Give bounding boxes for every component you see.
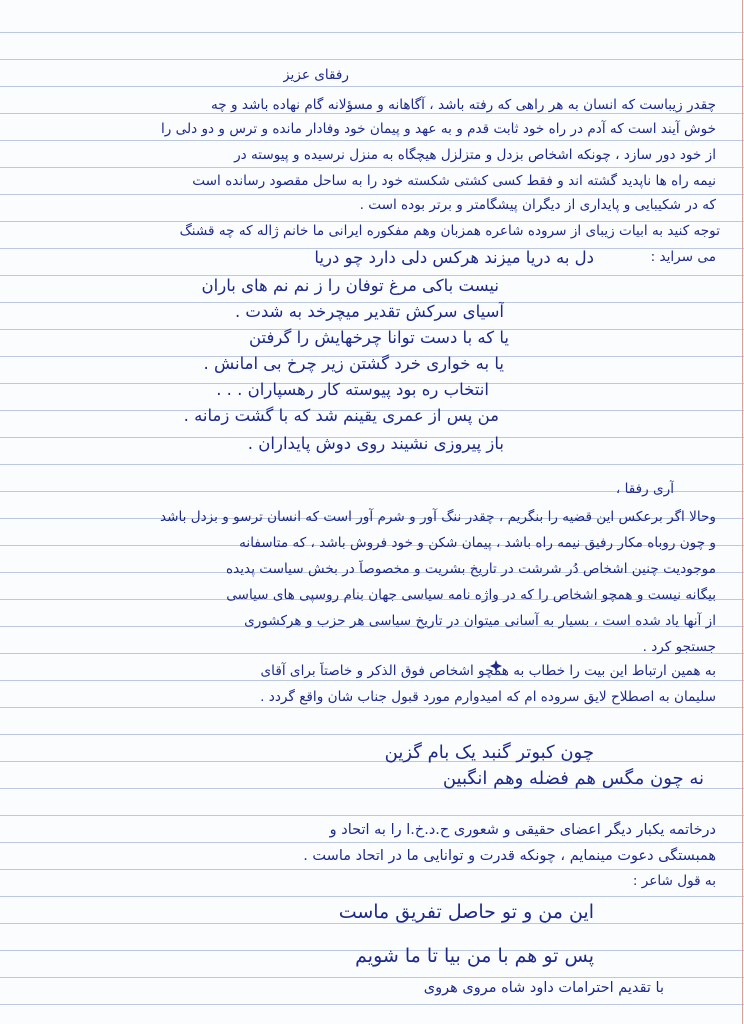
second-salutation: آری رفقا ، [615,481,674,497]
poem-intro-line-2: می سراید : [650,249,716,265]
poem-line-5: یا به خواری خرد گشتن زیر چرخ بی امانش . [203,354,504,373]
couplet-line-2: نه چون مگس هم فضله وهم انگبین [442,768,704,789]
poem-line-4: یا که با دست توانا چرخهایش را گرفتن [248,328,509,347]
body2-line-6: جستجو کرد . [642,639,716,655]
body2-line-3: موجودیت چنین اشخاص دُر شرشت در تاریخ بشریت و مخصوصاً در بخش سیاست پدیده [226,561,716,577]
intro-line-2: خوش آیند است که آدم در راه خود ثابت قدم و به عهد و پیمان خود وفادار مانده و ترس و دو دلی را [160,121,716,137]
closing-line-3: به قول شاعر : [632,873,716,889]
body2-line-2: و چون روباه مکار رفیق نیمه راه باشد ، پیمان شکن و خود فروش باشد ، که متاسفانه [239,535,716,551]
poem-line-7: من پس از عمری یقینم شد که با گشت زمانه . [183,406,499,425]
couplet-line-1: چون کبوتر گنبد یک بام گزین [384,742,594,763]
closing-line-1: درخاتمه یکبار دیگر اعضای حقیقی و شعوری ح.د.خ.ا را به اتحاد و [329,822,716,838]
closing-line-2: همبستگی دعوت مینمایم ، چونکه قدرت و توانایی ما در اتحاد ماست . [303,848,716,864]
poem-line-3: آسیای سرکش تقدیر میچرخد به شدت . [234,302,504,321]
final-verse-line-1: این من و تو حاصل تفریق ماست [338,901,594,923]
body2-line-5: از آنها یاد شده است ، بسیار به آسانی میتوان در تاریخ سیاسی هر حزب و هرکشوری [244,613,716,629]
address-line-1: به همین ارتباط این بیت را خطاب به همچو اشخاص فوق الذکر و خاصتاً برای آقای [260,663,716,679]
signature: با تقدیم احترامات داود شاه مروی هروی [423,980,664,996]
address-line-2: سلیمان به اصطلاح لایق سروده ام که امیدوارم مورد قبول جناب شان واقع گردد . [260,689,716,705]
final-verse-line-2: پس تو هم با من بیا تا ما شویم [355,945,594,967]
poem-intro-line-1: توجه کنید به ابیات زیبای از سروده شاعره همزبان وهم مفکوره ایرانی ما خانم ژاله که چه قشنگ [179,223,720,239]
poem-line-2: نیست باکی مرغ توفان را ز نم نم های باران [201,276,499,295]
poem-line-8: باز پیروزی نشیند روی دوش پایداران . [247,434,504,453]
poem-line-6: انتخاب ره بود پیوسته کار رهسپاران . . . [216,380,489,399]
intro-line-4: نیمه راه ها ناپدید گشته اند و فقط کسی کشتی شکسته خود را به ساحل مقصود رسانده است [192,173,716,189]
body2-line-4: بیگانه نیست و همچو اشخاص را که در واژه نامه سیاسی جهان بنام روسپی های سیاسی [226,587,716,603]
poem-line-1: دل به دریا میزند هرکس دلی دارد چو دریا [314,248,594,267]
salutation: رفقای عزیز [283,67,349,83]
intro-line-5: که در شکیبایی و پایداری از دیگران پیشگامتر و برتر بوده است . [359,197,716,213]
margin-line [742,0,743,1024]
body2-line-1: وحالا اگر برعکس این قضیه را بنگریم ، چقدر ننگ آور و شرم آور است که انسان ترسو و بزدل باشد [159,509,716,525]
intro-line-3: از خود دور سازد ، چونکه اشخاص بزدل و متزلزل هیچگاه به منزل نرسیده و پیوسته در [234,147,716,163]
intro-line-1: چقدر زیباست که انسان به هر راهی که رفته باشد ، آگاهانه و مسؤلانه گام نهاده باشد و چه [211,97,716,113]
